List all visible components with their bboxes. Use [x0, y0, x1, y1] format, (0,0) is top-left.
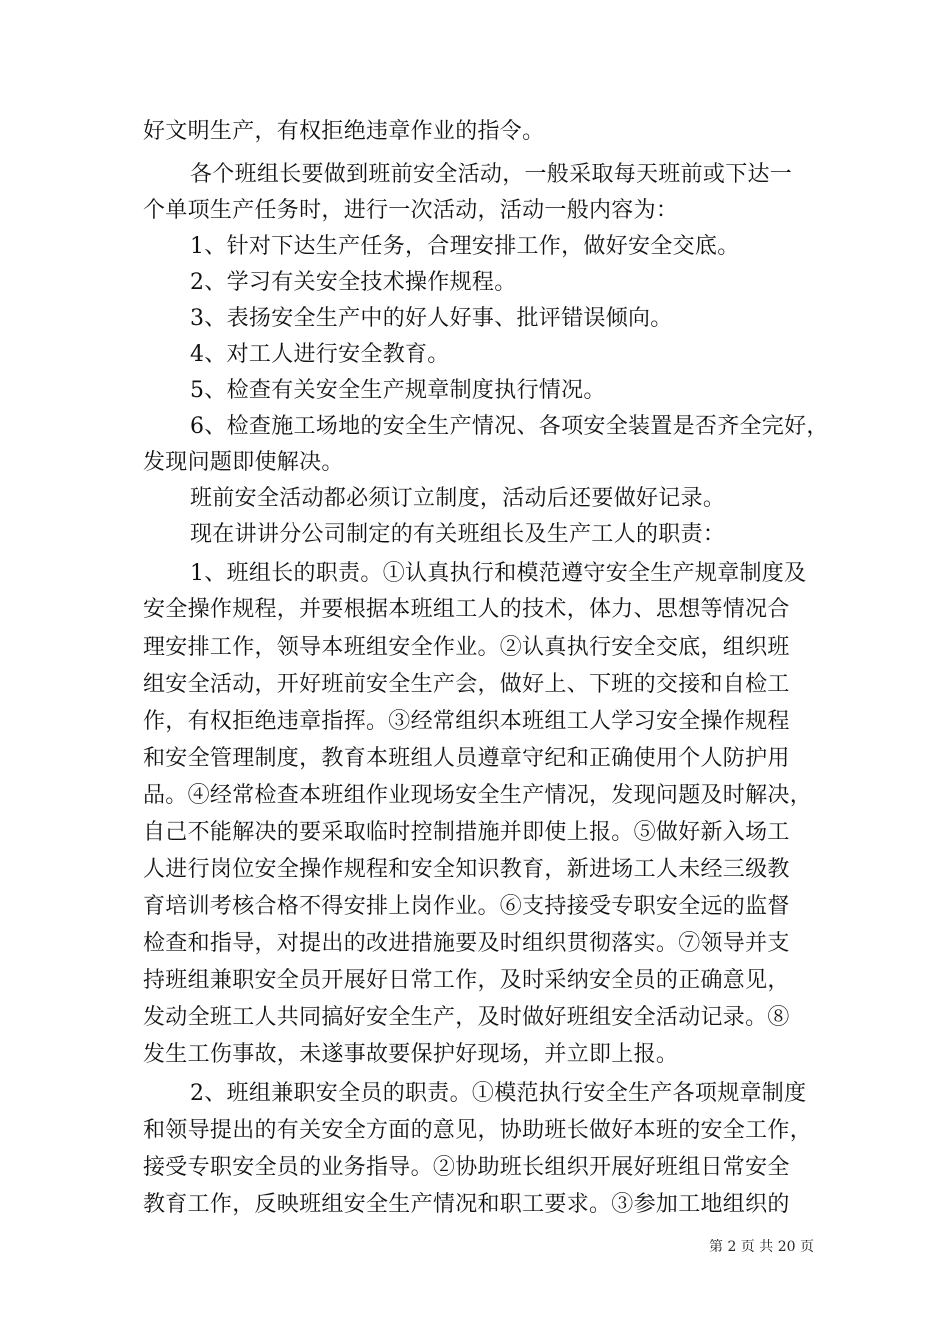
text-line: 1、班组长的职责。①认真执行和模范遵守安全生产规章制度及	[190, 561, 807, 586]
text-line: 6、检查施工场地的安全生产情况、各项安全装置是否齐全完好，	[190, 414, 829, 439]
text-line: 理安排工作，领导本班组安全作业。②认真执行安全交底，组织班	[143, 635, 790, 660]
text-line: 教育工作，反映班组安全生产情况和职工要求。③参加工地组织的	[143, 1192, 790, 1217]
text-line: 组安全活动，开好班前安全生产会，做好上、下班的交接和自检工	[143, 672, 790, 697]
text-line: 育培训考核合格不得安排上岗作业。⑥支持接受专职安全远的监督	[143, 894, 790, 919]
text-line: 5、检查有关安全生产规章制度执行情况。	[190, 378, 606, 403]
text-line: 2、学习有关安全技术操作规程。	[190, 270, 517, 295]
text-line: 作，有权拒绝违章指挥。③经常组织本班组工人学习安全操作规程	[143, 709, 790, 734]
text-line: 好文明生产，有权拒绝违章作业的指令。	[143, 119, 545, 144]
text-line: 3、表扬安全生产中的好人好事、批评错误倾向。	[190, 306, 673, 331]
text-line: 个单项生产任务时，进行一次活动，活动一般内容为：	[143, 198, 679, 223]
text-line: 班前安全活动都必须订立制度，活动后还要做好记录。	[190, 486, 726, 511]
text-line: 品。④经常检查本班组作业现场安全生产情况，发现问题及时解决，	[143, 783, 813, 808]
text-line: 接受专职安全员的业务指导。②协助班长组织开展好班组日常安全	[143, 1155, 790, 1180]
text-line: 安全操作规程，并要根据本班组工人的技术，体力、思想等情况合	[143, 597, 790, 622]
text-line: 现在讲讲分公司制定的有关班组长及生产工人的职责：	[190, 522, 726, 547]
page-indicator: 第 2 页 共 20 页	[709, 1239, 814, 1255]
text-line: 2、班组兼职安全员的职责。①模范执行安全生产各项规章制度	[190, 1081, 807, 1106]
text-line: 人进行岗位安全操作规程和安全知识教育，新进场工人未经三级教	[143, 857, 790, 882]
text-line: 各个班组长要做到班前安全活动，一般采取每天班前或下达一	[190, 162, 793, 187]
text-line: 发动全班工人共同搞好安全生产，及时做好班组安全活动记录。⑧	[143, 1005, 790, 1030]
text-line: 1、针对下达生产任务，合理安排工作，做好安全交底。	[190, 234, 740, 259]
text-line: 和领导提出的有关安全方面的意见，协助班长做好本班的安全工作，	[143, 1118, 813, 1143]
text-line: 4、对工人进行安全教育。	[190, 342, 450, 367]
text-line: 发生工伤事故，未遂事故要保护好现场，并立即上报。	[143, 1042, 679, 1067]
text-line: 持班组兼职安全员开展好日常工作，及时采纳安全员的正确意见，	[143, 968, 790, 993]
text-line: 自己不能解决的要采取临时控制措施并即使上报。⑤做好新入场工	[143, 820, 790, 845]
text-line: 发现问题即使解决。	[143, 450, 344, 475]
text-line: 检查和指导，对提出的改进措施要及时组织贯彻落实。⑦领导并支	[143, 931, 790, 956]
text-line: 和安全管理制度，教育本班组人员遵章守纪和正确使用个人防护用	[143, 746, 790, 771]
